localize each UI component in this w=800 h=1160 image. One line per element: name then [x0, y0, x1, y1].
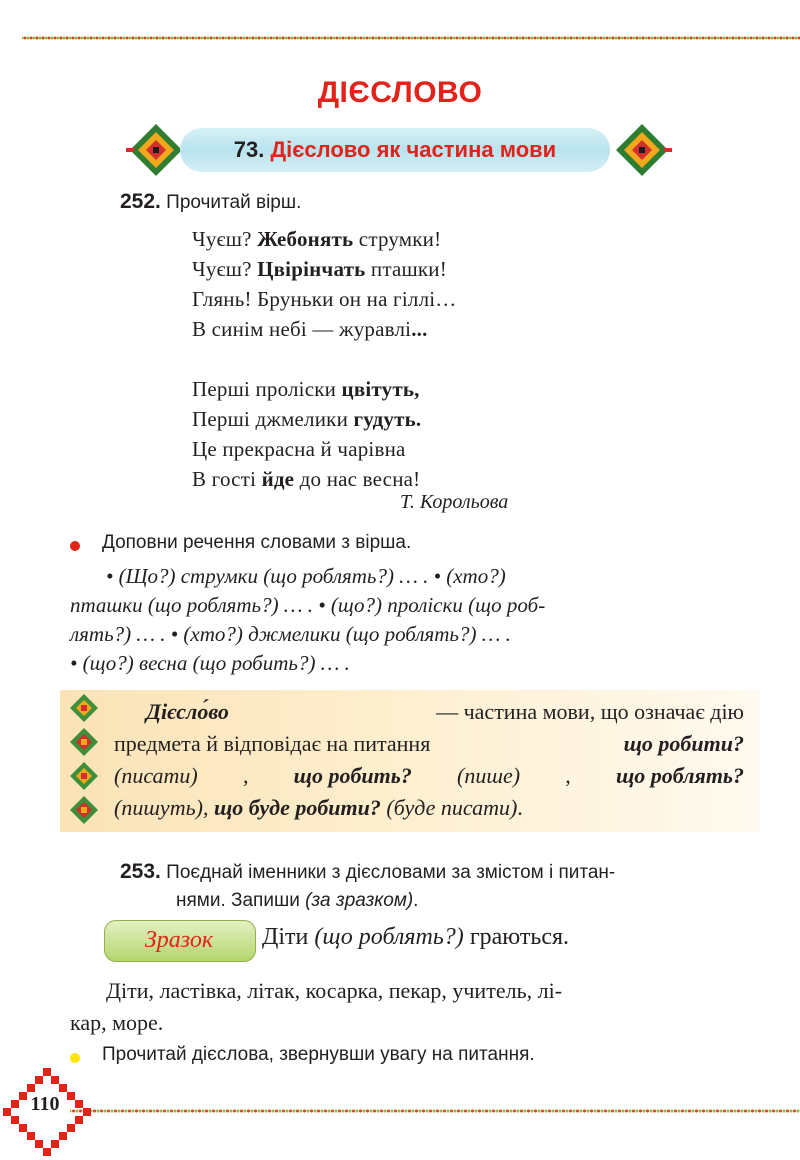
task-252-instruction: Прочитай вірш. [166, 192, 302, 213]
rule-term: Дієсло́во [146, 699, 229, 724]
exercise-line: пташки (що роблять?) … . • (що?) проліски (що роб- [70, 593, 546, 617]
poem-line: Глянь! Бруньки он на гіллі… [192, 287, 457, 311]
example-label: Зразок [144, 927, 214, 953]
exercise-line: лять?) … . • (хто?) джмелики (що роблять?) … . [70, 622, 511, 646]
embroidery-border-icon [64, 692, 104, 832]
section-name: Дієслово як частина мови [270, 137, 557, 162]
chapter-title: ДІЄСЛОВО [317, 76, 483, 109]
poem-line: Це прекрасна й чарівна [192, 437, 406, 461]
task-252-number: 252. [120, 190, 161, 213]
top-ornament-border [22, 36, 800, 40]
nouns-list: Діти, ластівка, літак, косарка, пекар, учитель, лі- кар, море. [70, 978, 563, 1035]
embroidery-ornament-left-icon [126, 120, 186, 180]
bullet-instruction-1: Доповни речення словами з вірша. [102, 532, 412, 553]
task-253: 253. Поєднай іменники з дієсловами за змістом і питан- нями. Запиши (за зразком). [120, 860, 616, 911]
poem-line: Чуєш? Цвірінчать пташки! [192, 257, 447, 281]
exercise-line: • (Що?) струмки (що роблять?) … . • (хто?) [106, 564, 506, 588]
section-title [180, 128, 610, 172]
poem-line: Перші джмелики гудуть. [192, 407, 422, 431]
task-252 [120, 190, 301, 214]
exercise-text [70, 562, 742, 678]
rule-definition: Дієсло́во — частина мови, що означає дію предмета й відповідає на питання що робити? (писати) , що робить? (пише) , що роблять? (пишуть), що буде робити? (буде писати). [114, 699, 744, 820]
yellow-bullet-icon [70, 1053, 80, 1063]
poem-line: Перші проліски цвітуть, [192, 377, 420, 401]
example-sentence: Діти (що роблять?) граються. [262, 924, 570, 950]
poem-line: В гості йде до нас весна! [192, 467, 421, 491]
page-number: 110 [30, 1093, 60, 1115]
exercise-line: • (що?) весна (що робить?) … . [70, 651, 350, 675]
task-253-number: 253. [120, 860, 161, 883]
poem-author: Т. Корольова [400, 491, 509, 513]
poem-line: В синім небі — журавлі... [192, 317, 428, 341]
embroidery-ornament-right-icon [612, 120, 672, 180]
bottom-ornament-border [70, 1108, 800, 1114]
poem-line: Чуєш? Жебонять струмки! [192, 227, 442, 251]
bullet-instruction-2: Прочитай дієслова, звернувши увагу на питання. [102, 1044, 535, 1065]
red-bullet-icon [70, 541, 80, 551]
poem [192, 224, 457, 494]
section-number: 73. [233, 137, 265, 162]
